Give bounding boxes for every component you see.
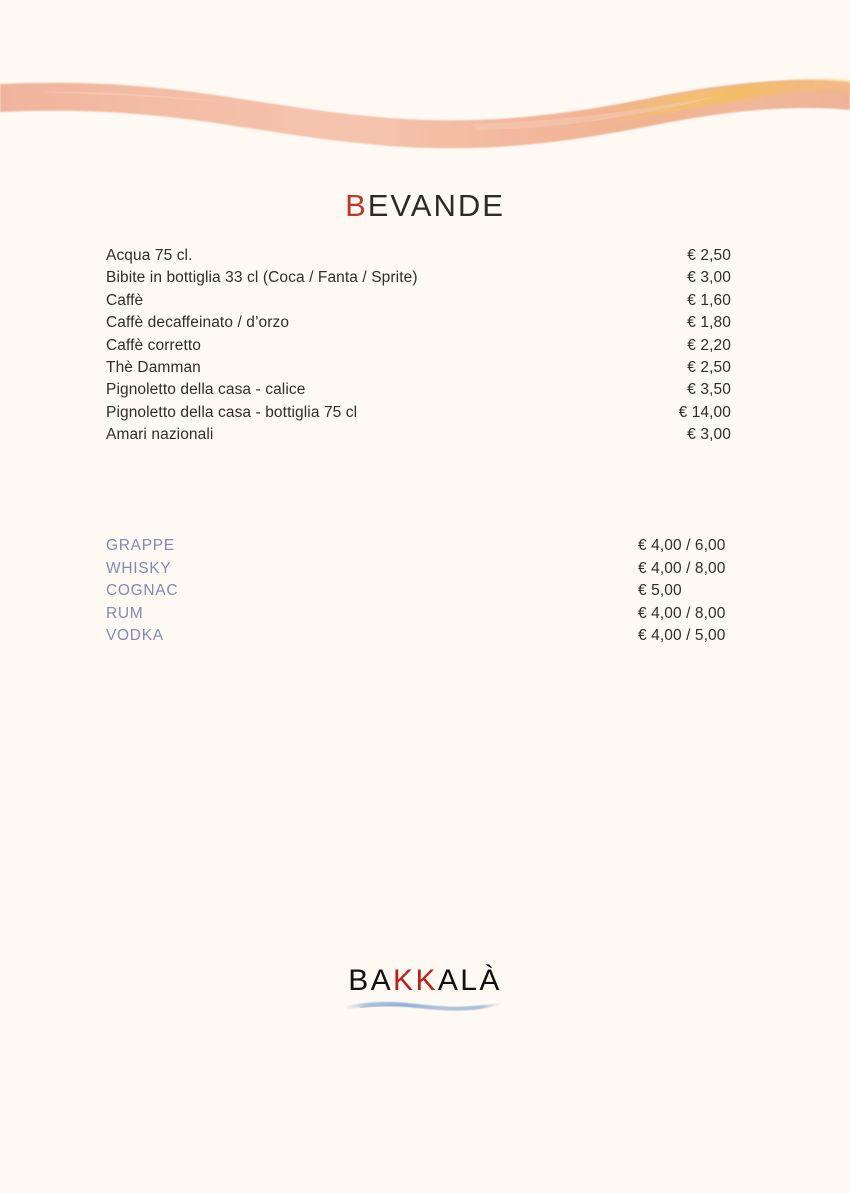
drink-price: € 3,50 (687, 381, 731, 399)
drinks-list (106, 247, 731, 449)
wave-accent-gold (600, 79, 850, 125)
wave-band-salmon (0, 80, 850, 148)
list-item (106, 381, 731, 403)
drink-name: Caffè decaffeinato / d’orzo (106, 314, 290, 332)
list-item (106, 582, 746, 605)
list-item (106, 426, 731, 448)
drink-name: Thè Damman (106, 358, 201, 376)
drink-price: € 1,80 (687, 314, 731, 332)
list-item (106, 560, 746, 583)
wave-texture-highlight (40, 92, 320, 114)
logo-wave-underline (345, 998, 505, 1016)
drink-name: Pignoletto della casa - bottiglia 75 cl (106, 403, 358, 421)
drink-price: € 2,50 (687, 358, 731, 376)
logo-wordmark (348, 966, 502, 996)
spirit-price: € 5,00 (638, 582, 682, 600)
drink-name: Bibite in bottiglia 33 cl (Coca / Fanta / Sprite) (106, 269, 418, 287)
page-title (345, 188, 505, 224)
drink-price: € 14,00 (678, 403, 731, 421)
page-title-accent-letter: B (345, 188, 368, 223)
logo-part-2: ALÀ (437, 964, 502, 997)
spirit-name: VODKA (106, 627, 164, 645)
top-decorative-wave (0, 0, 850, 150)
spirits-list (106, 537, 746, 650)
list-item (106, 247, 731, 269)
drink-name: Amari nazionali (106, 426, 214, 444)
wave-texture-highlight-right (470, 96, 720, 130)
list-item (106, 537, 746, 560)
logo-part-1: BA (348, 964, 394, 997)
list-item (106, 627, 746, 650)
spirit-name: GRAPPE (106, 537, 175, 554)
spirit-name: WHISKY (106, 559, 172, 577)
logo-accent-letters: KK (393, 964, 438, 997)
spirit-price: € 4,00 / 5,00 (638, 627, 726, 645)
spirit-name: COGNAC (106, 582, 179, 600)
drink-name: Pignoletto della casa - calice (106, 381, 306, 399)
drink-price: € 3,00 (687, 269, 731, 287)
list-item (106, 404, 731, 426)
spirit-price: € 4,00 / 8,00 (638, 559, 726, 577)
list-item (106, 605, 746, 628)
spirit-price: € 4,00 / 6,00 (638, 537, 726, 554)
page-title-container (0, 188, 850, 224)
spirit-name: RUM (106, 604, 144, 622)
drink-price: € 2,50 (687, 247, 731, 264)
list-item (106, 292, 731, 314)
drink-name: Caffè corretto (106, 336, 202, 354)
drink-name: Acqua 75 cl. (106, 247, 193, 264)
footer-logo (0, 966, 850, 1016)
list-item (106, 269, 731, 291)
list-item (106, 337, 731, 359)
spirit-price: € 4,00 / 8,00 (638, 604, 726, 622)
drink-price: € 3,00 (687, 426, 731, 444)
list-item (106, 359, 731, 381)
page-title-rest: EVANDE (367, 188, 505, 223)
drink-price: € 2,20 (687, 336, 731, 354)
list-item (106, 314, 731, 336)
drink-name: Caffè (106, 291, 144, 309)
drink-price: € 1,60 (687, 291, 731, 309)
